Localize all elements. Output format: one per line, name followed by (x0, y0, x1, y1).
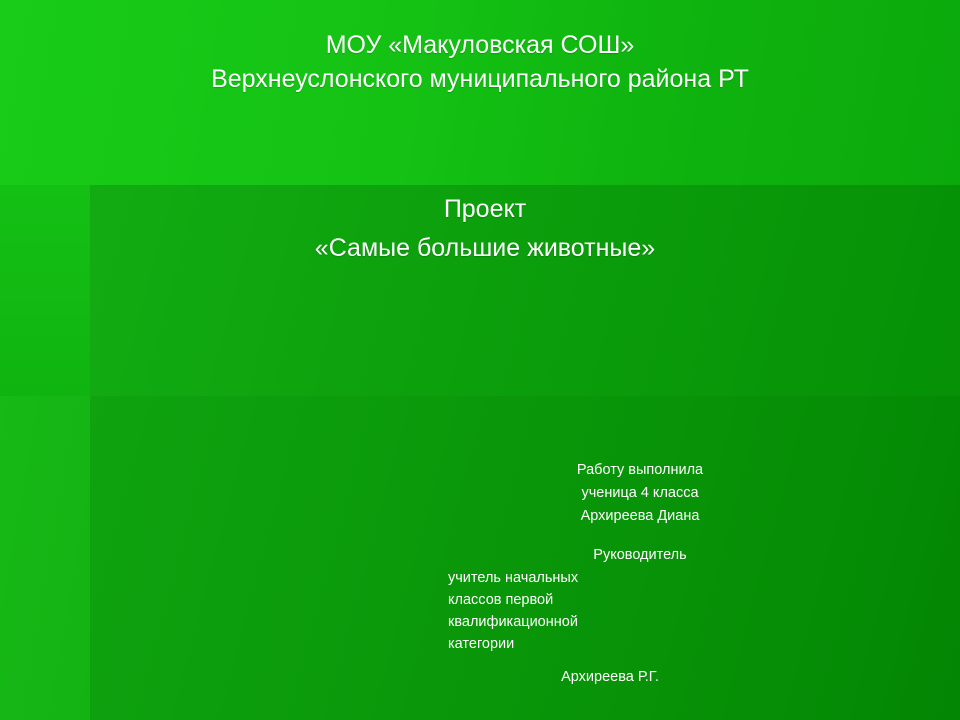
project-title-line-1: Проект (443, 195, 527, 223)
school-title-line-1: МОУ «Макуловская СОШ» (325, 31, 635, 59)
supervisor-name: Архиреева Р.Г. (561, 669, 659, 685)
credits-spacer (430, 531, 850, 547)
supervisor-line-2: классов первой (448, 592, 554, 608)
school-title (0, 28, 960, 96)
author-class: ученица 4 класса (581, 485, 699, 501)
supervisor-line-1: учитель начальных (448, 570, 579, 586)
author-name: Архиреева Диана (580, 508, 700, 524)
supervisor-line-3: квалификационной (448, 614, 578, 630)
supervisor-label: Руководитель (593, 547, 687, 563)
background-seam (0, 185, 90, 396)
credits-block (430, 462, 850, 692)
supervisor-line-4: категории (448, 636, 515, 652)
project-title-line-2: «Самые большие животные» (314, 234, 656, 262)
author-role: Работу выполнила (576, 462, 704, 478)
school-title-line-2: Верхнеуслонского муниципального района РТ (211, 65, 749, 93)
project-title (90, 190, 880, 268)
